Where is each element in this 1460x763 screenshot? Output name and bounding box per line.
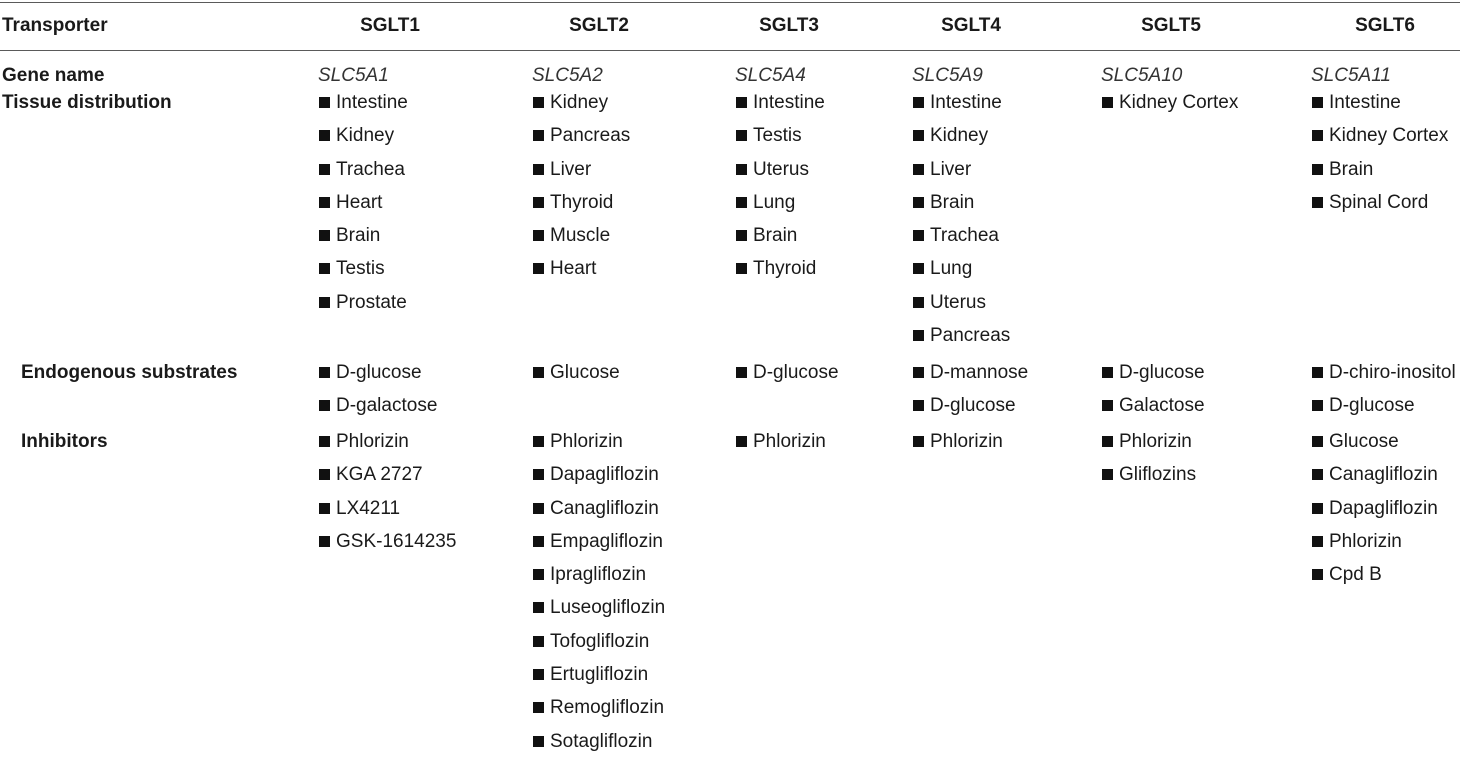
list-item (1311, 361, 1456, 394)
list-item (532, 530, 665, 563)
list-item (912, 158, 1010, 191)
list-item-text: Pancreas (930, 325, 1011, 347)
square-bullet-icon (736, 164, 747, 175)
list-item (532, 663, 665, 696)
list-item-text: Phlorizin (336, 431, 409, 452)
endogenous-substrates-cell-sglt2 (532, 361, 620, 394)
square-bullet-icon (319, 367, 330, 378)
header-sglt3: SGLT3 (759, 15, 819, 36)
square-bullet-icon (1312, 400, 1323, 411)
list-item-text: Dapagliflozin (550, 464, 659, 486)
square-bullet-icon (1312, 130, 1323, 141)
list-item-text: Brain (336, 225, 381, 247)
square-bullet-icon (533, 197, 544, 208)
list-item (532, 463, 665, 496)
list-item-text: Kidney (550, 92, 609, 113)
list-item (318, 530, 456, 563)
list-item-text: Intestine (753, 92, 825, 113)
list-item-text: D-glucose (930, 395, 1016, 417)
list-item-text: D-mannose (930, 362, 1029, 383)
list-item (1311, 563, 1438, 596)
square-bullet-icon (913, 97, 924, 108)
square-bullet-icon (1102, 400, 1113, 411)
list-item (532, 257, 630, 290)
square-bullet-icon (533, 536, 544, 547)
list-item-text: D-galactose (336, 395, 438, 417)
list-item-text: Testis (753, 125, 802, 147)
list-item-text: Heart (550, 258, 597, 280)
inhibitors-cell-sglt5 (1101, 430, 1196, 497)
list-item-text: LX4211 (336, 497, 401, 519)
list-item-text: Brain (930, 191, 975, 213)
list-item (532, 124, 630, 157)
list-item (735, 158, 825, 191)
square-bullet-icon (1102, 97, 1113, 108)
list-item-text: D-glucose (1329, 395, 1415, 417)
inhibitors-cell-sglt2 (532, 430, 665, 763)
list-item-text: Uterus (753, 158, 809, 180)
square-bullet-icon (736, 367, 747, 378)
list-item (1311, 124, 1448, 157)
list-item (735, 430, 826, 463)
list-item (532, 596, 665, 629)
square-bullet-icon (1312, 97, 1323, 108)
list-item-text: Thyroid (753, 258, 817, 280)
square-bullet-icon (319, 164, 330, 175)
list-item (735, 361, 839, 394)
square-bullet-icon (736, 230, 747, 241)
list-item-text: D-chiro-inositol (1329, 362, 1456, 383)
list-item-text: Intestine (930, 92, 1002, 113)
list-item (1101, 430, 1196, 463)
list-item (1311, 191, 1448, 224)
square-bullet-icon (1312, 197, 1323, 208)
list-item-text: Empagliflozin (550, 530, 663, 552)
list-item (318, 430, 456, 463)
list-item-text: Liver (550, 158, 592, 180)
list-item (532, 696, 665, 729)
square-bullet-icon (533, 130, 544, 141)
square-bullet-icon (533, 602, 544, 613)
square-bullet-icon (319, 503, 330, 514)
inhibitors-cell-sglt4 (912, 430, 1003, 463)
list-item (1311, 430, 1438, 463)
header-sglt4: SGLT4 (941, 15, 1001, 36)
list-item (532, 730, 665, 763)
list-item (318, 224, 408, 257)
list-item-text: Lung (930, 258, 973, 280)
square-bullet-icon (1102, 469, 1113, 480)
list-item-text: Phlorizin (930, 431, 1003, 452)
square-bullet-icon (533, 503, 544, 514)
list-item (912, 291, 1010, 324)
list-item (1311, 158, 1448, 191)
list-item-text: GSK-1614235 (336, 530, 457, 552)
list-item-text: Glucose (1329, 431, 1399, 452)
list-item-text: Luseogliflozin (550, 597, 666, 619)
list-item-text: Uterus (930, 291, 986, 313)
list-item (1311, 394, 1456, 427)
list-item (532, 361, 620, 394)
header-sglt5: SGLT5 (1141, 15, 1201, 36)
square-bullet-icon (319, 400, 330, 411)
square-bullet-icon (913, 400, 924, 411)
list-item (318, 91, 408, 124)
tissue-distribution-cell-sglt1 (318, 91, 408, 324)
list-item (532, 430, 665, 463)
header-sglt6: SGLT6 (1355, 15, 1415, 36)
square-bullet-icon (913, 367, 924, 378)
square-bullet-icon (1312, 469, 1323, 480)
square-bullet-icon (319, 197, 330, 208)
square-bullet-icon (533, 230, 544, 241)
list-item-text: Testis (336, 258, 385, 280)
list-item (1101, 394, 1205, 427)
inhibitors-cell-sglt3 (735, 430, 826, 463)
list-item-text: Phlorizin (550, 431, 623, 452)
tissue-distribution-cell-sglt3 (735, 91, 825, 291)
list-item-text: Dapagliflozin (1329, 497, 1438, 519)
list-item-text: Cpd B (1329, 564, 1382, 586)
gene-name-sglt3: SLC5A4 (735, 65, 806, 86)
square-bullet-icon (533, 436, 544, 447)
header-transporter: Transporter (2, 15, 108, 36)
square-bullet-icon (913, 230, 924, 241)
endogenous-substrates-cell-sglt3 (735, 361, 839, 394)
square-bullet-icon (1312, 436, 1323, 447)
header-bottom-rule (0, 50, 1460, 51)
list-item-text: Kidney (336, 125, 395, 147)
gene-name-sglt5: SLC5A10 (1101, 65, 1183, 86)
square-bullet-icon (1312, 503, 1323, 514)
square-bullet-icon (533, 736, 544, 747)
list-item-text: Remogliflozin (550, 697, 665, 719)
square-bullet-icon (913, 164, 924, 175)
list-item (1101, 361, 1205, 394)
square-bullet-icon (533, 669, 544, 680)
square-bullet-icon (533, 636, 544, 647)
list-item-text: Glucose (550, 362, 620, 383)
square-bullet-icon (913, 436, 924, 447)
square-bullet-icon (319, 130, 330, 141)
list-item-text: KGA 2727 (336, 464, 423, 486)
header-sglt1: SGLT1 (360, 15, 420, 36)
list-item-text: Muscle (550, 225, 611, 247)
list-item-text: Phlorizin (753, 431, 826, 452)
list-item (318, 394, 437, 427)
list-item-text: Ertugliflozin (550, 664, 649, 686)
list-item (912, 257, 1010, 290)
square-bullet-icon (319, 230, 330, 241)
list-item-text: Heart (336, 191, 383, 213)
list-item (532, 497, 665, 530)
square-bullet-icon (913, 263, 924, 274)
list-item-text: Canagliflozin (550, 497, 659, 519)
row-label-endogenous-substrates: Endogenous substrates (21, 362, 238, 383)
endogenous-substrates-cell-sglt4 (912, 361, 1028, 428)
square-bullet-icon (736, 436, 747, 447)
square-bullet-icon (1102, 367, 1113, 378)
square-bullet-icon (319, 469, 330, 480)
gene-name-sglt6: SLC5A11 (1311, 65, 1391, 86)
list-item-text: Tofogliflozin (550, 630, 650, 652)
inhibitors-cell-sglt1 (318, 430, 456, 563)
list-item (318, 463, 456, 496)
square-bullet-icon (533, 367, 544, 378)
list-item-text: Phlorizin (1119, 431, 1192, 452)
square-bullet-icon (913, 197, 924, 208)
square-bullet-icon (913, 330, 924, 341)
square-bullet-icon (319, 263, 330, 274)
list-item-text: Thyroid (550, 191, 614, 213)
list-item (735, 124, 825, 157)
list-item-text: Sotagliflozin (550, 730, 653, 752)
list-item-text: Intestine (1329, 92, 1401, 113)
square-bullet-icon (319, 297, 330, 308)
list-item-text: D-glucose (753, 362, 839, 383)
list-item (912, 124, 1010, 157)
square-bullet-icon (533, 164, 544, 175)
list-item (912, 191, 1010, 224)
square-bullet-icon (533, 263, 544, 274)
list-item (735, 257, 825, 290)
list-item-text: Trachea (336, 158, 405, 180)
square-bullet-icon (533, 569, 544, 580)
list-item-text: Intestine (336, 92, 408, 113)
square-bullet-icon (319, 436, 330, 447)
list-item-text: Pancreas (550, 125, 631, 147)
square-bullet-icon (1312, 164, 1323, 175)
list-item (318, 257, 408, 290)
list-item-text: Canagliflozin (1329, 464, 1438, 486)
list-item-text: Lung (753, 191, 796, 213)
list-item-text: Phlorizin (1329, 530, 1402, 552)
list-item (318, 361, 437, 394)
list-item (532, 563, 665, 596)
row-label-inhibitors: Inhibitors (21, 431, 108, 452)
list-item-text: Gliflozins (1119, 464, 1197, 486)
square-bullet-icon (913, 130, 924, 141)
list-item (532, 191, 630, 224)
list-item (912, 224, 1010, 257)
list-item (735, 224, 825, 257)
list-item (735, 191, 825, 224)
list-item (1311, 497, 1438, 530)
square-bullet-icon (913, 297, 924, 308)
endogenous-substrates-cell-sglt1 (318, 361, 437, 428)
list-item-text: Trachea (930, 225, 999, 247)
square-bullet-icon (319, 97, 330, 108)
list-item (318, 497, 456, 530)
list-item (532, 224, 630, 257)
square-bullet-icon (1312, 569, 1323, 580)
gene-name-sglt4: SLC5A9 (912, 65, 983, 86)
tissue-distribution-cell-sglt5 (1101, 91, 1238, 124)
gene-name-sglt2: SLC5A2 (532, 65, 603, 86)
list-item (912, 91, 1010, 124)
table-top-rule (0, 2, 1460, 3)
square-bullet-icon (533, 97, 544, 108)
list-item-text: Kidney Cortex (1329, 125, 1449, 147)
list-item-text: Spinal Cord (1329, 191, 1429, 213)
endogenous-substrates-cell-sglt5 (1101, 361, 1205, 428)
list-item-text: Ipragliflozin (550, 564, 647, 586)
list-item (1311, 530, 1438, 563)
square-bullet-icon (1312, 536, 1323, 547)
list-item (532, 158, 630, 191)
square-bullet-icon (736, 197, 747, 208)
row-label-gene-name: Gene name (2, 65, 105, 86)
list-item-text: Brain (753, 225, 798, 247)
list-item (912, 394, 1028, 427)
tissue-distribution-cell-sglt6 (1311, 91, 1448, 224)
square-bullet-icon (736, 263, 747, 274)
square-bullet-icon (1312, 367, 1323, 378)
list-item (1311, 91, 1448, 124)
list-item (532, 91, 630, 124)
list-item-text: D-glucose (1119, 362, 1205, 383)
square-bullet-icon (1102, 436, 1113, 447)
square-bullet-icon (533, 702, 544, 713)
list-item (735, 91, 825, 124)
endogenous-substrates-cell-sglt6 (1311, 361, 1456, 428)
list-item-text: Galactose (1119, 395, 1205, 417)
square-bullet-icon (736, 130, 747, 141)
list-item (912, 361, 1028, 394)
row-label-tissue-distribution: Tissue distribution (2, 92, 172, 113)
inhibitors-cell-sglt6 (1311, 430, 1438, 596)
list-item (318, 191, 408, 224)
list-item-text: D-glucose (336, 362, 422, 383)
list-item-text: Kidney Cortex (1119, 92, 1239, 113)
list-item (912, 430, 1003, 463)
list-item (1311, 463, 1438, 496)
list-item (1101, 463, 1196, 496)
square-bullet-icon (533, 469, 544, 480)
header-sglt2: SGLT2 (569, 15, 629, 36)
tissue-distribution-cell-sglt2 (532, 91, 630, 291)
gene-name-sglt1: SLC5A1 (318, 65, 389, 86)
list-item-text: Kidney (930, 125, 989, 147)
list-item (912, 324, 1010, 357)
list-item-text: Prostate (336, 291, 407, 313)
list-item-text: Brain (1329, 158, 1374, 180)
square-bullet-icon (736, 97, 747, 108)
list-item (1101, 91, 1238, 124)
list-item (318, 158, 408, 191)
list-item (318, 124, 408, 157)
list-item (532, 630, 665, 663)
tissue-distribution-cell-sglt4 (912, 91, 1010, 357)
list-item (318, 291, 408, 324)
square-bullet-icon (319, 536, 330, 547)
list-item-text: Liver (930, 158, 972, 180)
